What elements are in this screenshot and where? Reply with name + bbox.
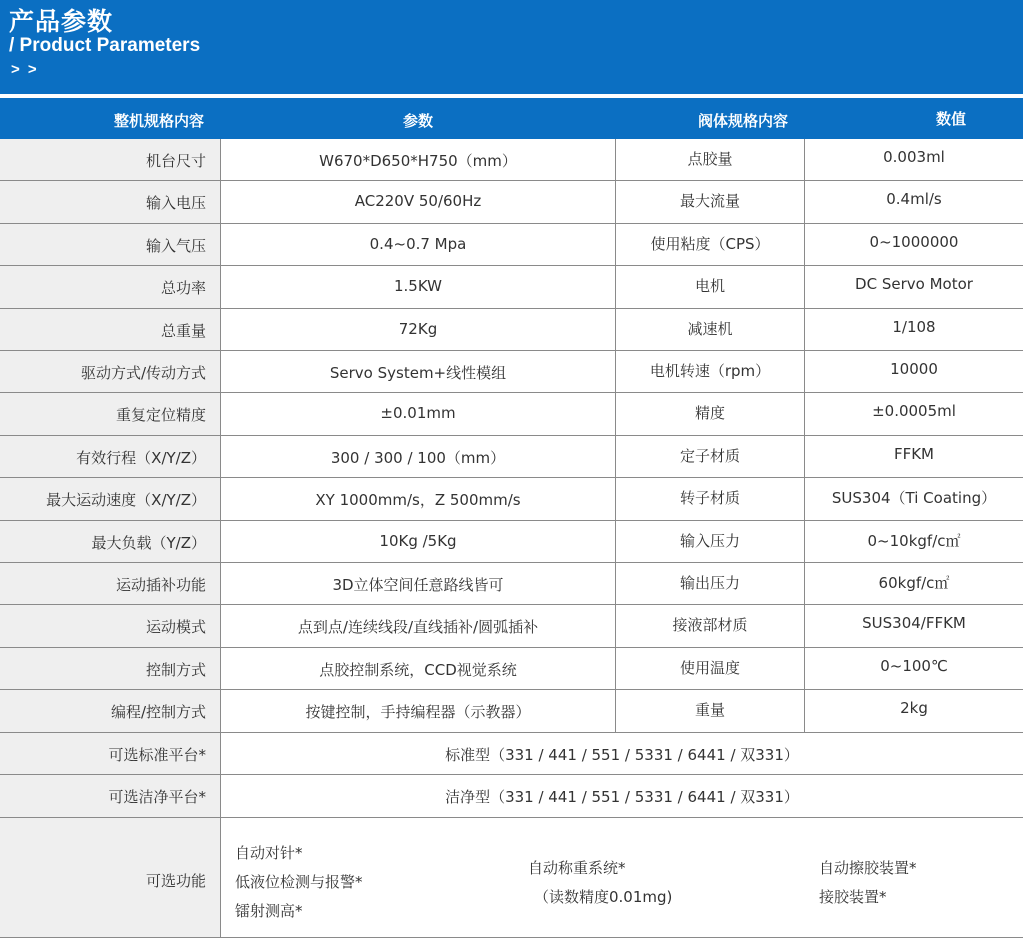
valve-spec-label: 定子材质: [616, 436, 805, 477]
double-chevron-icon: > >: [11, 61, 39, 78]
spec-value: 标准型（331 / 441 / 551 / 5331 / 6441 / 双331）: [445, 746, 799, 764]
spec-value: AC220V 50/60Hz: [221, 181, 616, 223]
valve-spec-value: 10000: [890, 360, 938, 378]
spec-label: 最大运动速度（X/Y/Z）: [0, 478, 221, 520]
spec-label: 驱动方式/传动方式: [0, 351, 221, 392]
spec-label: 总功率: [0, 266, 221, 308]
table-row-platform-standard: [0, 733, 1023, 775]
valve-spec-label: 接液部材质: [616, 605, 805, 647]
optional-item-note: （读数精度0.01mg): [534, 888, 673, 906]
table-row: [0, 605, 1023, 648]
valve-spec-value: SUS304（Ti Coating）: [831, 489, 997, 507]
optional-item: 自动对针*: [235, 844, 303, 862]
table-row: [0, 563, 1023, 605]
table-row: [0, 478, 1023, 521]
table-row: [0, 690, 1023, 733]
optional-item: 低液位检测与报警*: [235, 873, 363, 891]
valve-spec-label: 输出压力: [616, 563, 805, 604]
valve-spec-label: 重量: [616, 690, 805, 732]
optional-item: 镭射测高*: [235, 902, 303, 920]
spec-value: Servo System+线性模组: [221, 351, 616, 392]
table-row: [0, 309, 1023, 351]
spec-value: 72Kg: [221, 309, 616, 350]
table-row-platform-clean: [0, 775, 1023, 818]
valve-spec-label: 点胶量: [616, 139, 805, 180]
header-machine-spec: 整机规格内容: [113, 112, 204, 130]
spec-label: 重复定位精度: [0, 393, 221, 435]
table-row: [0, 181, 1023, 224]
table-row: [0, 351, 1023, 393]
spec-value: 按键控制，手持编程器（示教器）: [221, 690, 616, 732]
valve-spec-label: 使用粘度（CPS）: [616, 224, 805, 265]
optional-item: 自动称重系统*: [528, 859, 626, 877]
table-row: [0, 521, 1023, 563]
valve-spec-value: 0.003ml: [883, 148, 945, 166]
spec-value: W670*D650*H750（mm）: [221, 139, 616, 180]
table-row: [0, 224, 1023, 266]
spec-label: 可选功能: [0, 818, 221, 937]
spec-label: 有效行程（X/Y/Z）: [0, 436, 221, 477]
header-parameter: 参数: [402, 112, 433, 130]
optional-item: 自动擦胶装置*: [819, 859, 917, 877]
valve-spec-label: 输入压力: [616, 521, 805, 562]
valve-spec-value: 0~1000000: [869, 233, 959, 251]
valve-spec-value: 60kgf/c㎡: [878, 574, 950, 592]
table-row: [0, 393, 1023, 436]
optional-item: 接胶装置*: [819, 888, 887, 906]
valve-spec-label: 最大流量: [616, 181, 805, 223]
spec-value: 点胶控制系统，CCD视觉系统: [221, 648, 616, 689]
spec-value: 3D立体空间任意路线皆可: [221, 563, 616, 604]
valve-spec-value: 2kg: [900, 699, 928, 717]
table-row: [0, 648, 1023, 690]
spec-label: 总重量: [0, 309, 221, 350]
spec-label: 最大负载（Y/Z）: [0, 521, 221, 562]
valve-spec-label: 减速机: [616, 309, 805, 350]
valve-spec-label: 使用温度: [616, 648, 805, 689]
spec-label: 机台尺寸: [0, 139, 221, 180]
valve-spec-label: 电机: [616, 266, 805, 308]
valve-spec-value: 0.4ml/s: [886, 190, 942, 208]
title-banner: [0, 0, 1023, 94]
valve-spec-value: 0~100℃: [880, 657, 948, 675]
spec-label: 可选洁净平台*: [0, 775, 221, 817]
spec-value: 洁净型（331 / 441 / 551 / 5331 / 6441 / 双331）: [445, 788, 799, 806]
valve-spec-value: 0~10kgf/c㎡: [867, 532, 961, 550]
valve-spec-value: DC Servo Motor: [855, 275, 973, 293]
table-row: [0, 139, 1023, 181]
table-row: [0, 266, 1023, 309]
valve-spec-value: SUS304/FFKM: [862, 614, 966, 632]
spec-label: 输入气压: [0, 224, 221, 265]
valve-spec-label: 精度: [616, 393, 805, 435]
spec-label: 编程/控制方式: [0, 690, 221, 732]
valve-spec-value: 1/108: [892, 318, 936, 336]
valve-spec-value: FFKM: [893, 445, 935, 463]
spec-label: 输入电压: [0, 181, 221, 223]
page-title: 产品参数: [9, 7, 114, 36]
spec-label: 运动模式: [0, 605, 221, 647]
spec-value: XY 1000mm/s，Z 500mm/s: [221, 478, 616, 520]
valve-spec-label: 电机转速（rpm）: [616, 351, 805, 392]
table-row: [0, 436, 1023, 478]
spec-value: 0.4~0.7 Mpa: [221, 224, 616, 265]
spec-label: 可选标准平台*: [0, 733, 221, 774]
spec-value: 1.5KW: [221, 266, 616, 308]
header-value: 数值: [935, 110, 966, 128]
spec-label: 控制方式: [0, 648, 221, 689]
table-row-optional-features: [0, 818, 1023, 938]
spec-value: 300 / 300 / 100（mm）: [221, 436, 616, 477]
page-subtitle: / Product Parameters: [9, 35, 201, 56]
spec-label: 运动插补功能: [0, 563, 221, 604]
table-header: [0, 98, 1023, 139]
valve-spec-value: ±0.0005ml: [872, 402, 956, 420]
valve-spec-label: 转子材质: [616, 478, 805, 520]
header-valve-spec: 阀体规格内容: [697, 112, 788, 130]
spec-value: 10Kg /5Kg: [221, 521, 616, 562]
spec-value: ±0.01mm: [221, 393, 616, 435]
spec-value: 点到点/连续线段/直线插补/圆弧插补: [221, 605, 616, 647]
